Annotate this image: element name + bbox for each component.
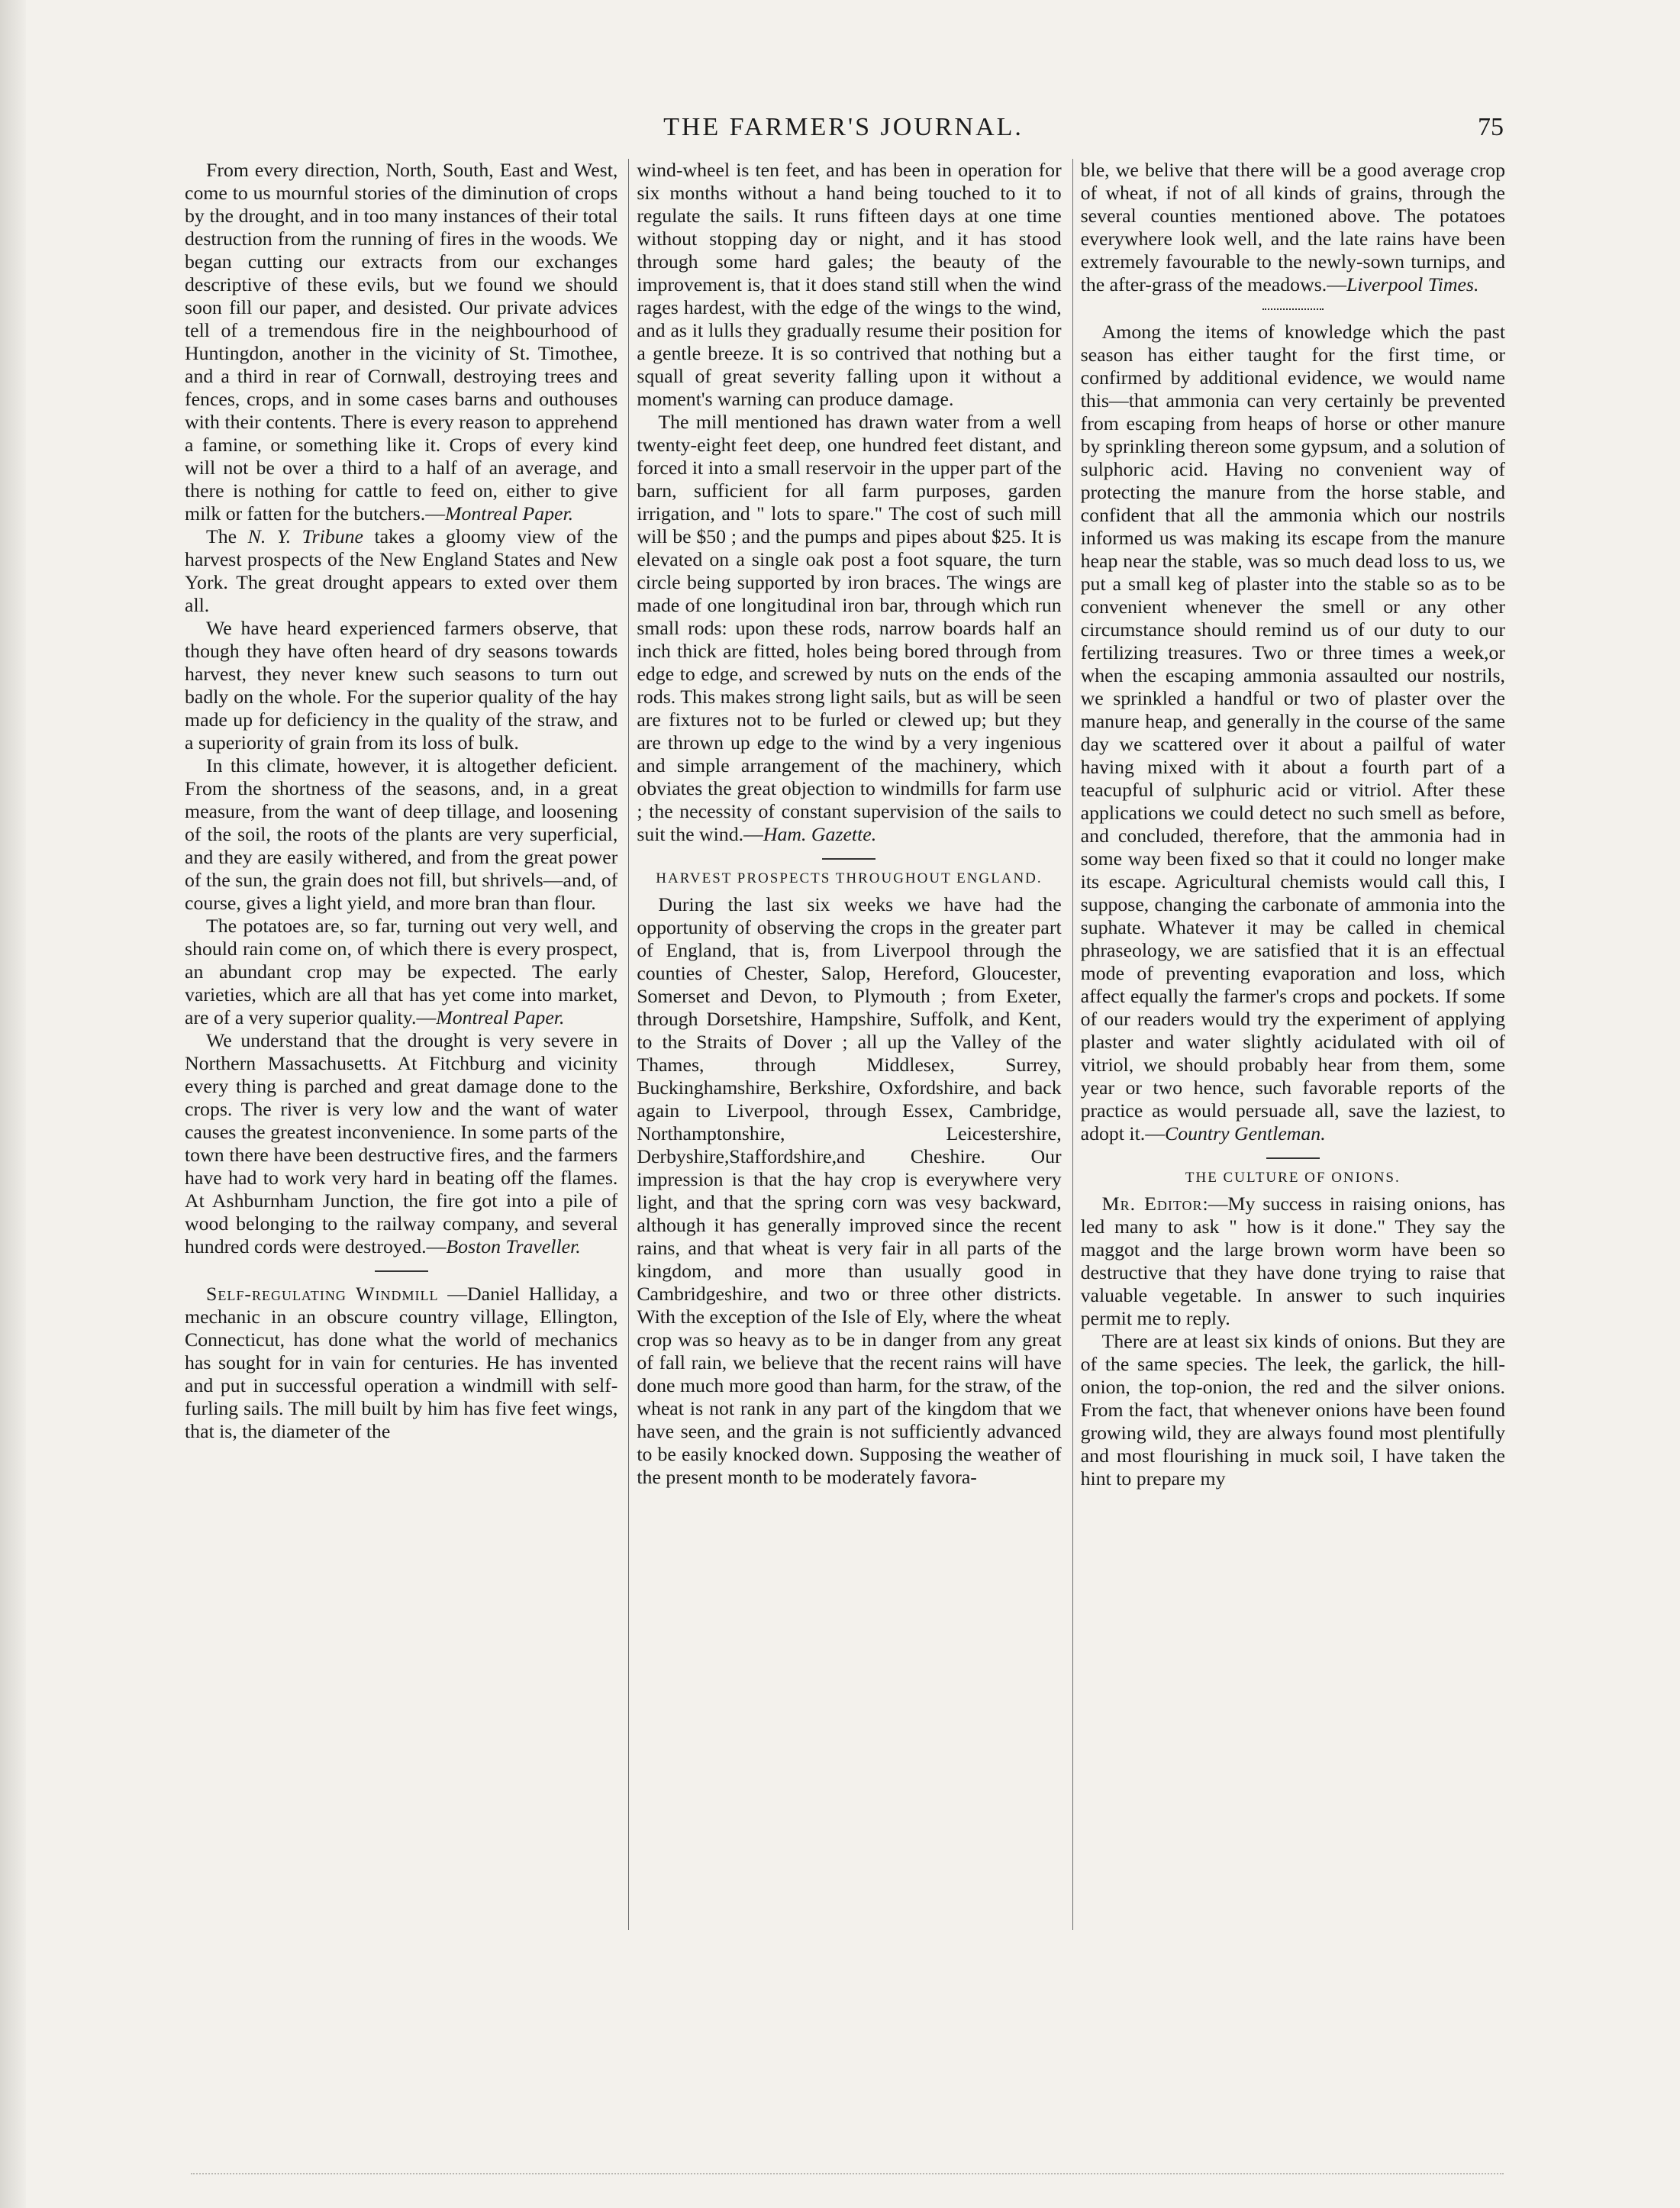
paragraph: wind-wheel is ten feet, and has been in operation for six months without a hand being touched to it to regulate the sails. It runs fifteen days at one time without stopping day or night, and it has stood through some hard gales; the beauty of the improvement is, that it does stand still when the wind rages hardest, with the edge of the wings to the wind, and as it lulls they gradually resume their position for a gentle breeze. It is so contrived that nothing but a squall of great severity falling upon it without a moment's warning can produce damage. [637, 159, 1062, 410]
paragraph: Among the items of knowledge which the past season has either taught for the first time, or confirmed by additional evidence, we would name this—that ammonia can very certainly be prevented from escaping from heaps of horse or other manure by sprinkling thereon some gypsum, and a solution of sulphoric acid. Having no convenient way of protecting the manure from the horse stable, and confident that all the ammonia which our nostrils informed us was making its escape from the manure heap near the stable, was so much dead loss to us, we put a small keg of plaster into the stable so as to be convenient whenever the smell or any other circumstance should remind us of our duty to our fertilizing treasures. Two or three times a week,or when the escaping ammonia assaulted our nostrils, we sprinkled a handful or two of plaster over the manure heap, and generally in the course of the same day we scattered over it about a pailful of water having mixed with it about a fourth part of a teacupful of sulphuric acid or vitriol. After these applications we could detect no such smell as before, and concluded, therefore, that the ammonia had in some way been fixed so that it could no longer make its escape. Agricultural chemists would call this, I suppose, changing the carbonate of ammonia into the suphate. Whatever it may be called in chemical phraseology, we are satisfied that it is an effectual mode of preventing evaporation and loss, which affect equally the farmer's crops and pockets. If some of our readers would try the experiment of applying plaster and water slightly acidulated with oil of vitriol, we should probably hear from them, some year or two hence, such favorable reports of the practice as would persuade all, save the laziest, to adopt it.—Country Gentleman. [1080, 321, 1505, 1144]
page-header [183, 113, 1504, 151]
source-credit: Liverpool Times. [1346, 273, 1479, 295]
scan-edge [0, 0, 26, 2208]
source-credit: Country Gentleman. [1165, 1122, 1326, 1144]
paragraph: There are at least six kinds of onions. But they are of the same species. The leek, the garlick, the hill-onion, the top-onion, the red and the silver onions. From the fact, that whenever onions have been found growing wild, they are always found most plentifully and most flourishing in muck soil, I have taken the hint to prepare my [1080, 1330, 1505, 1490]
newspaper-name: N. Y. Tribune [247, 525, 363, 547]
paragraph: Mr. Editor:—My success in raising onions, has led many to ask " how is it done." They say the maggot and the large brown worm have been so destructive that they have done trying to raise that valuable vegetable. In answer to such inquiries permit me to reply. [1080, 1193, 1505, 1329]
paragraph: The N. Y. Tribune takes a gloomy view of the harvest prospects of the New England States and New York. The great drought appears to exted over them all. [185, 525, 618, 616]
article-lead: Self-regulating Windmill [206, 1283, 439, 1305]
paragraph: From every direction, North, South, East and West, come to us mournful stories of the diminution of crops by the drought, and in too many instances of their total destruction from the running of fires in the woods. We began cutting our extracts from our exchanges descriptive of these evils, but we found we should soon fill our paper, and desisted. Our private advices tell of a tremendous fire in the neighbourhood of Huntingdon, another in the vicinity of St. Timothee, and a third in rear of Cornwall, destroying trees and fences, crops, and in some cases barns and outhouses with their contents. There is every reason to apprehend a famine, or something like it. Crops of every kind will not be over a third to a half of an average, and there is nothing for cattle to feed on, either to give milk or fatten for the butchers.—Montreal Paper. [185, 159, 618, 525]
source-credit: Ham. Gazette. [763, 823, 877, 845]
paragraph: During the last six weeks we have had the opportunity of observing the crops in the greater part of England, that is, from Liverpool through the counties of Chester, Salop, Hereford, Gloucester, Somerset and Devon, to Plymouth ; from Exeter, through Dorsetshire, Hampshire, Suffolk, and Kent, to the Straits of Dover ; all up the Valley of the Thames, through Middlesex, Surrey, Buckinghamshire, Berkshire, Oxfordshire, and back again to Liverpool, through Essex, Cambridge, Northamptonshire, Leicestershire, Derbyshire,Staffordshire,and Cheshire. Our impression is that the hay crop is everywhere very light, and that the spring corn was vesy backward, although it has generally improved since the recent rains, and that wheat is very fair in all parts of the kingdom, and more than usually good in Cambridgeshire, and two or three other districts. With the exception of the Isle of Ely, where the wheat crop was so heavy as to be in danger from any great of fall rain, we believe that the recent rains will have done much more good than harm, for the straw, of the wheat is not rank in any part of the kingdom that we have seen, and the grain is not sufficiently advanced to be easily knocked down. Supposing the weather of the present month to be moderately favora- [637, 893, 1062, 1488]
paragraph: ble, we belive that there will be a good average crop of wheat, if not of all kinds of grains, through the several counties mentioned above. The potatoes everywhere look well, and the late rains have been extremely favourable to the newly-sown turnips, and the after-grass of the meadows.—Liverpool Times. [1080, 159, 1505, 295]
paragraph: The potatoes are, so far, turning out very well, and should rain come on, of which there is every prospect, an abundant crop may be expected. The early varieties, which are all that has yet come into market, are of a very superior quality.—Montreal Paper. [185, 915, 618, 1028]
page-number: 75 [1478, 113, 1504, 141]
scan-bottom-marks [191, 2173, 1504, 2174]
column-3 [1072, 159, 1505, 1930]
running-title: THE FARMER'S JOURNAL. [663, 113, 1024, 141]
section-divider [375, 1270, 428, 1272]
column-2 [628, 159, 1061, 1930]
paragraph: We have heard experienced farmers observe, that though they have often heard of dry seasons towards harvest, they never knew such seasons to turn out badly on the whole. For the superior quality of the hay made up for deficiency in the quality of the straw, and a superiority of grain from its loss of bulk. [185, 617, 618, 754]
section-divider [822, 858, 875, 860]
paragraph: Self-regulating Windmill —Daniel Halliday, a mechanic in an obscure country village, Ellington, Connecticut, has done what the world of mechanics has sought for in vain for centuries. He has invented and put in successful operation a windmill with self-furling sails. The mill built by him has five feet wings, that is, the diameter of the [185, 1283, 618, 1442]
section-divider [1262, 308, 1324, 310]
paragraph: We understand that the drought is very severe in Northern Massachusetts. At Fitchburg and vicinity every thing is parched and great damage done to the crops. The river is very low and the want of water causes the greatest inconvenience. In some parts of the town there have been destructive fires, and the farmers have had to work very hard in beating off the flames. At Ashburnham Junction, the fire got into a pile of wood belonging to the railway company, and several hundred cords were destroyed.—Boston Traveller. [185, 1029, 618, 1257]
section-divider [1266, 1157, 1320, 1159]
source-credit: Boston Traveller. [446, 1235, 581, 1257]
paragraph: In this climate, however, it is altogether deficient. From the shortness of the seasons, and, in a great measure, from the want of deep tillage, and loosening of the soil, the roots of the plants are very superficial, and they are easily withered, and from the great power of the sun, the grain does not fill, but shrivels—and, of course, gives a light yield, and more bran than flour. [185, 754, 618, 914]
section-heading: THE CULTURE OF ONIONS. [1185, 1170, 1401, 1186]
paragraph: The mill mentioned has drawn water from a well twenty-eight feet deep, one hundred feet distant, and forced it into a small reservoir in the upper part of the barn, sufficient for all farm purposes, garden irrigation, and " lots to spare." The cost of such mill will be $50 ; and the pumps and pipes about $25. It is elevated on a single oak post a foot square, the turn circle being supported by iron braces. The wings are made of one longitudinal iron bar, through which run small rods: upon these rods, narrow boards half an inch thick are fitted, holes being bored through from edge to edge, and screwed by nuts on the ends of the rods. This makes strong light sails, but as will be seen are fixtures not to be furled or clewed up; but they are thrown up edge to the wind by a very ingenious and simple arrangement of the machinery, which obviates the great objection to windmills for farm use ; the necessity of constant supervision of the sails to suit the wind.—Ham. Gazette. [637, 411, 1062, 845]
article-columns [185, 159, 1505, 1930]
salutation: Mr. Editor [1101, 1193, 1203, 1215]
column-1 [185, 159, 618, 1930]
section-heading: HARVEST PROSPECTS THROUGHOUT ENGLAND. [656, 870, 1043, 886]
source-credit: Montreal Paper. [445, 502, 574, 525]
source-credit: Montreal Paper. [436, 1006, 565, 1028]
